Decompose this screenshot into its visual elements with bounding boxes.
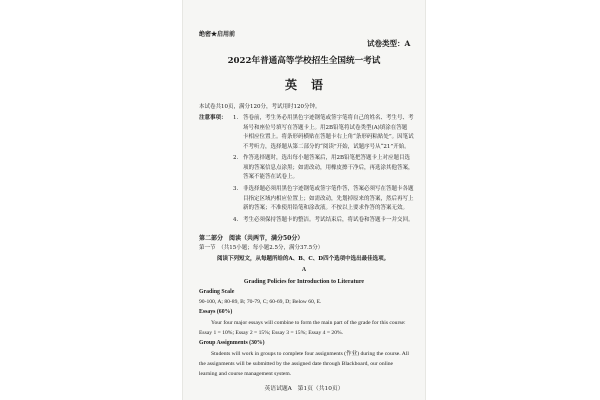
- passage-title: Grading Policies for Introduction to Literature: [243, 279, 365, 285]
- confidential-label: 绝密★启用前: [199, 31, 236, 38]
- exam-intro: 本试卷共10页，满分120分，考试用时120分钟。: [199, 104, 321, 110]
- note-line: 考生必须保持答题卡的整洁。考试结束后，将试卷和答题卡一并交回。: [243, 217, 414, 223]
- note-line: 答案不能答在试卷上。: [243, 174, 299, 180]
- note-line: 非选择题必须用黑色字迹钢笔或签字笔作答，答案必须写在答题卡各题: [243, 186, 414, 192]
- note-line: 不考听力，选择题从第二部分的“阅读”开始，试题序号从“21”开始。: [243, 143, 410, 150]
- notes-label: 注意事项：: [199, 115, 227, 121]
- paragraph-line: Your four major essays will combine to form the main part of the grade for this course:: [211, 320, 406, 326]
- note-number: 4.: [233, 217, 239, 223]
- paragraph-line: Essay 1 = 10%; Essay 2 = 15%; Essay 3 = 15%; Essay 4 = 20%.: [199, 330, 344, 336]
- passage-letter: A: [301, 267, 307, 273]
- subject-title: 英语: [284, 78, 337, 92]
- note-number: 2.: [233, 155, 239, 161]
- note-line: 答卷前，考生务必用黑色字迹钢笔或签字笔将自己的姓名、考生号、考: [243, 115, 414, 121]
- exam-title: 2022年普通高等学校招生全国统一考试: [227, 56, 381, 66]
- grading-scale-heading: Grading Scale: [199, 289, 235, 295]
- paper-type: 试卷类型：A: [367, 39, 411, 48]
- reading-instruction: 阅读下列短文，从每题所给的A、B、C、D四个选项中选出最佳选项。: [217, 256, 390, 262]
- note-line: 目指定区域内相应位置上；如需改动，先划掉原来的答案，然后再写上: [243, 195, 414, 202]
- group-heading: Group Assignments (30%): [199, 340, 265, 346]
- note-line: 新的答案；不准使用铅笔和涂改液。不按以上要求作答的答案无效。: [243, 205, 409, 211]
- note-number: 1.: [233, 115, 239, 121]
- paragraph-line: Students will work in groups to complete four assignments (作业) during the course. All: [211, 351, 409, 357]
- note-line: 作答选择题时，选出每小题答案后，用2B铅笔把答题卡上对应题目选: [243, 155, 411, 161]
- note-line: 场号和座位号填写在答题卡上。用2B铅笔将试卷类型(A)填涂在答题: [243, 124, 408, 131]
- section1-heading: 第一节 （共15小题；每小题2.5分，满分37.5分）: [199, 245, 324, 251]
- essays-heading: Essays (60%): [199, 309, 233, 315]
- paragraph-line: learning and course management system.: [199, 371, 292, 377]
- part2-heading: 第二部分 阅读（共两节，满分50分）: [199, 235, 304, 242]
- exam-page: [183, 0, 425, 400]
- note-line: 项的答案信息点涂黑；如需改动，用橡皮擦干净后，再选涂其他答案，: [243, 164, 414, 171]
- page-footer: 英语试题A 第1页（共10页）: [264, 386, 344, 392]
- paragraph-line: the assignments will be submitted by the assigned date through Blackboard, our online: [199, 361, 394, 367]
- note-line: 卡相应位置上。将条形码横贴在答题卡右上角“条形码粘贴处”。因笔试: [243, 134, 414, 140]
- grading-scale: 90-100, A; 80-89, B; 70-79, C; 60-69, D; Below 60, E.: [199, 299, 322, 305]
- note-number: 3.: [233, 186, 239, 192]
